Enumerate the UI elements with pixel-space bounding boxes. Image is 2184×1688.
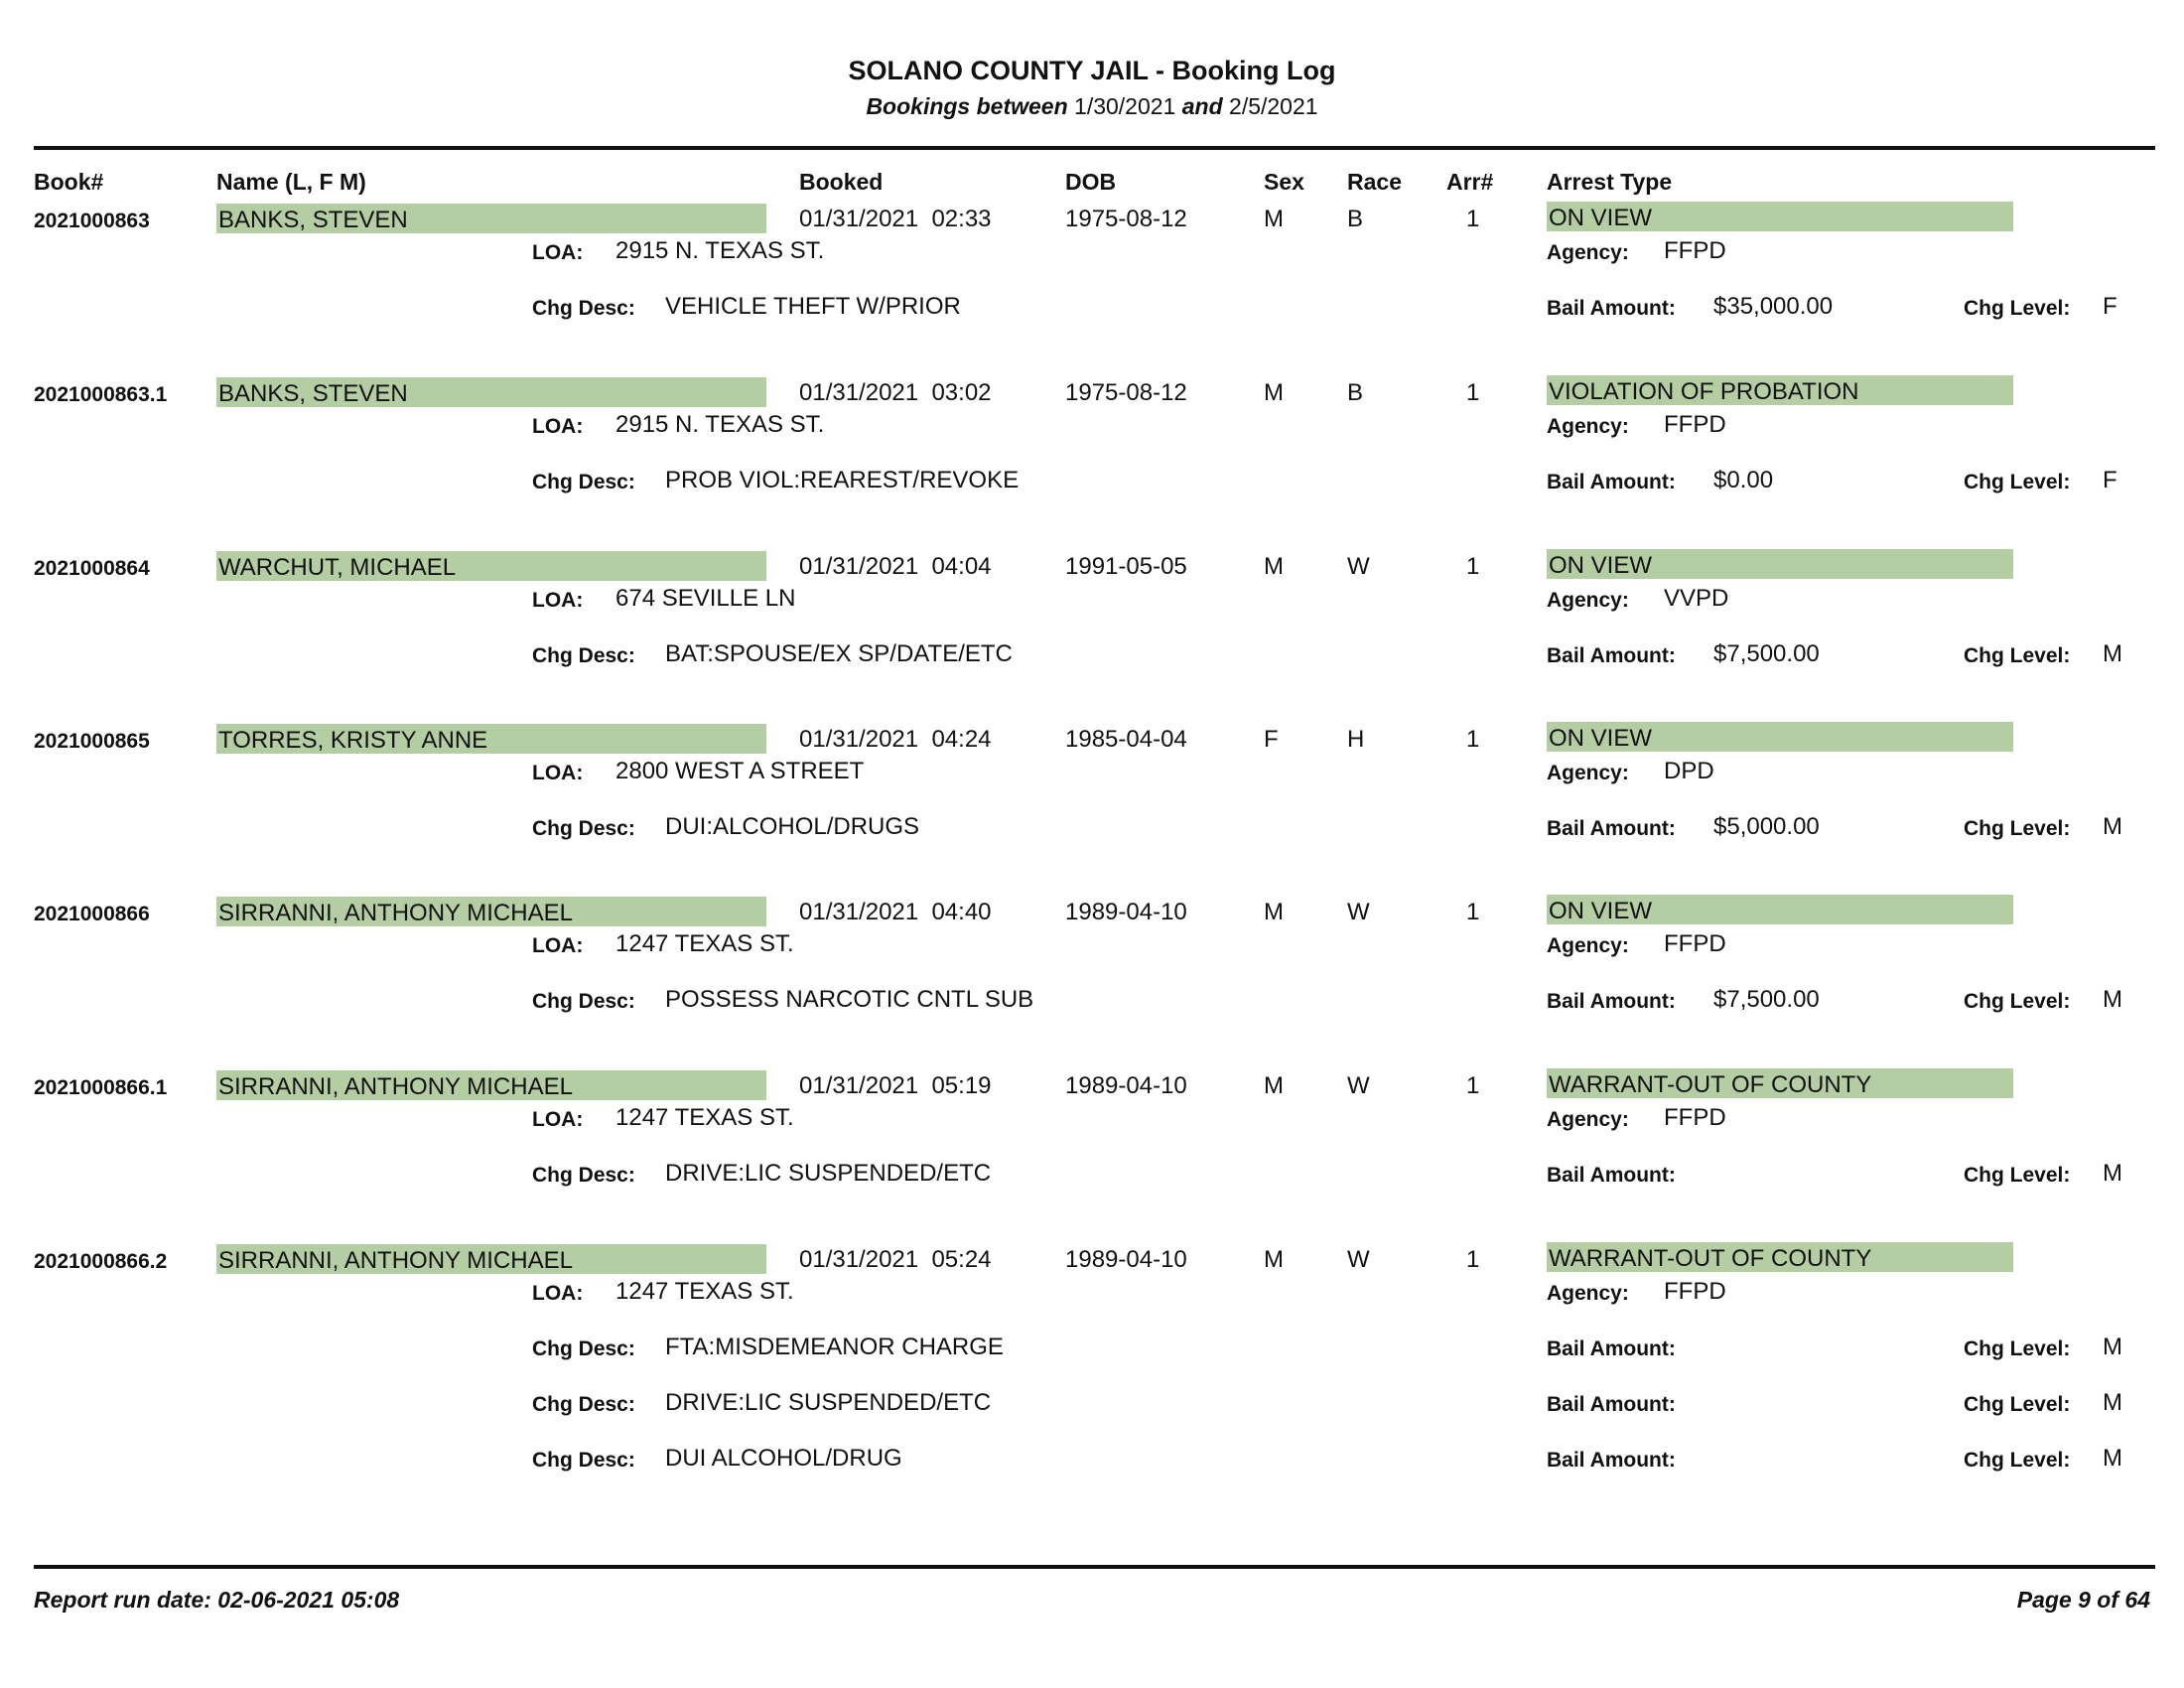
chg-desc-value: VEHICLE THEFT W/PRIOR [665, 293, 961, 320]
dob: 1989-04-10 [1065, 1072, 1187, 1099]
bail-label: Bail Amount: [1547, 1393, 1676, 1416]
name-highlight [216, 377, 766, 407]
loa-label: LOA: [532, 1282, 584, 1305]
col-book: Book# [34, 169, 104, 195]
loa-value: 1247 TEXAS ST. [615, 1104, 794, 1131]
end-date: 2/5/2021 [1229, 93, 1318, 119]
bottom-rule [34, 1565, 2155, 1569]
booking-record [0, 377, 2184, 536]
agency-value: FFPD [1664, 411, 1726, 438]
arrest-number: 1 [1466, 1072, 1480, 1099]
arrest-number: 1 [1466, 379, 1480, 406]
chg-desc-value: POSSESS NARCOTIC CNTL SUB [665, 986, 1034, 1013]
chg-desc-label: Chg Desc: [532, 817, 635, 840]
book-number: 2021000863.1 [34, 383, 168, 406]
agency-label: Agency: [1547, 762, 1629, 784]
chg-desc-value: DRIVE:LIC SUSPENDED/ETC [665, 1389, 992, 1416]
agency-value: FFPD [1664, 237, 1726, 264]
book-number: 2021000864 [34, 557, 150, 580]
charge-row [0, 986, 2184, 1044]
col-race: Race [1347, 169, 1402, 195]
booking-record [0, 1070, 2184, 1229]
sex: M [1264, 1072, 1284, 1099]
chg-level-label: Chg Level: [1964, 817, 2071, 840]
arrest-type-highlight [1547, 549, 2013, 579]
book-number: 2021000863 [34, 210, 150, 232]
loa-value: 2915 N. TEXAS ST. [615, 237, 825, 264]
race: B [1347, 379, 1364, 406]
loa-value: 1247 TEXAS ST. [615, 1278, 794, 1305]
inmate-name: SIRRANNI, ANTHONY MICHAEL [218, 900, 573, 926]
charge-row [0, 1334, 2184, 1391]
race: W [1347, 553, 1370, 580]
booking-record [0, 551, 2184, 710]
col-dob: DOB [1065, 169, 1117, 195]
agency-value: FFPD [1664, 1104, 1726, 1131]
col-arrest-type: Arrest Type [1547, 169, 1673, 195]
name-highlight [216, 1070, 766, 1100]
name-highlight [216, 897, 766, 926]
col-name: Name (L, F M) [216, 169, 366, 195]
arrest-number: 1 [1466, 1246, 1480, 1273]
sex: M [1264, 206, 1284, 232]
name-highlight [216, 551, 766, 581]
chg-desc-value: DRIVE:LIC SUSPENDED/ETC [665, 1160, 992, 1187]
dob: 1989-04-10 [1065, 899, 1187, 925]
loa-label: LOA: [532, 241, 584, 264]
chg-desc-value: DUI:ALCOHOL/DRUGS [665, 813, 920, 840]
bail-label: Bail Amount: [1547, 644, 1676, 667]
inmate-name: SIRRANNI, ANTHONY MICHAEL [218, 1073, 573, 1100]
race: W [1347, 899, 1370, 925]
arrest-type: WARRANT-OUT OF COUNTY [1549, 1071, 1872, 1098]
booking-record [0, 1244, 2184, 1472]
dob: 1975-08-12 [1065, 379, 1187, 406]
chg-level-value: M [2103, 1334, 2122, 1360]
charge-row [0, 640, 2184, 698]
arrest-type: WARRANT-OUT OF COUNTY [1549, 1245, 1872, 1272]
arrest-type: VIOLATION OF PROBATION [1549, 378, 1859, 405]
loa-label: LOA: [532, 934, 584, 957]
agency-label: Agency: [1547, 241, 1629, 264]
chg-level-label: Chg Level: [1964, 1449, 2071, 1472]
race: H [1347, 726, 1365, 753]
agency-label: Agency: [1547, 1108, 1629, 1131]
book-number: 2021000866 [34, 903, 150, 925]
chg-level-label: Chg Level: [1964, 990, 2071, 1013]
loa-label: LOA: [532, 589, 584, 612]
arrest-type: ON VIEW [1549, 725, 1653, 752]
agency-value: VVPD [1664, 585, 1729, 612]
arrest-number: 1 [1466, 553, 1480, 580]
loa-label: LOA: [532, 762, 584, 784]
chg-desc-value: BAT:SPOUSE/EX SP/DATE/ETC [665, 640, 1013, 667]
bail-label: Bail Amount: [1547, 297, 1676, 320]
chg-desc-label: Chg Desc: [532, 297, 635, 320]
agency-value: FFPD [1664, 1278, 1726, 1305]
loa-value: 2800 WEST A STREET [615, 758, 865, 784]
loa-label: LOA: [532, 1108, 584, 1131]
inmate-name: SIRRANNI, ANTHONY MICHAEL [218, 1247, 573, 1274]
inmate-name: WARCHUT, MICHAEL [218, 554, 457, 581]
chg-desc-value: FTA:MISDEMEANOR CHARGE [665, 1334, 1004, 1360]
agency-label: Agency: [1547, 934, 1629, 957]
charge-row [0, 813, 2184, 871]
arrest-type-highlight [1547, 1242, 2013, 1272]
dob: 1989-04-10 [1065, 1246, 1187, 1273]
inmate-name: TORRES, KRISTY ANNE [218, 727, 488, 754]
subtitle-prefix: Bookings between [866, 93, 1068, 119]
chg-desc-label: Chg Desc: [532, 1393, 635, 1416]
bail-value: $0.00 [1713, 467, 1774, 493]
chg-desc-label: Chg Desc: [532, 644, 635, 667]
arrest-type-highlight [1547, 1068, 2013, 1098]
agency-value: FFPD [1664, 930, 1726, 957]
booked-datetime: 01/31/2021 03:02 [799, 379, 992, 406]
subtitle-mid: and [1181, 93, 1223, 119]
start-date: 1/30/2021 [1074, 93, 1176, 119]
arrest-number: 1 [1466, 206, 1480, 232]
dob: 1991-05-05 [1065, 553, 1187, 580]
chg-level-value: M [2103, 1389, 2122, 1416]
charge-row [0, 1160, 2184, 1217]
chg-level-value: M [2103, 1160, 2122, 1187]
agency-label: Agency: [1547, 415, 1629, 438]
sex: M [1264, 379, 1284, 406]
arrest-type-highlight [1547, 722, 2013, 752]
chg-level-label: Chg Level: [1964, 1337, 2071, 1360]
booked-datetime: 01/31/2021 04:24 [799, 726, 992, 753]
name-highlight [216, 204, 766, 233]
bail-label: Bail Amount: [1547, 1449, 1676, 1472]
chg-level-label: Chg Level: [1964, 297, 2071, 320]
report-subtitle [0, 93, 2184, 120]
sex: F [1264, 726, 1279, 753]
book-number: 2021000865 [34, 730, 150, 753]
booking-record [0, 724, 2184, 883]
agency-value: DPD [1664, 758, 1714, 784]
chg-level-label: Chg Level: [1964, 471, 2071, 493]
book-number: 2021000866.1 [34, 1076, 168, 1099]
chg-level-label: Chg Level: [1964, 1164, 2071, 1187]
arrest-type: ON VIEW [1549, 552, 1653, 579]
bail-value: $35,000.00 [1713, 293, 1834, 320]
loa-value: 1247 TEXAS ST. [615, 930, 794, 957]
chg-level-label: Chg Level: [1964, 644, 2071, 667]
loa-value: 2915 N. TEXAS ST. [615, 411, 825, 438]
arrest-type-highlight [1547, 375, 2013, 405]
arrest-type: ON VIEW [1549, 898, 1653, 924]
chg-desc-label: Chg Desc: [532, 1449, 635, 1472]
arrest-number: 1 [1466, 726, 1480, 753]
chg-desc-label: Chg Desc: [532, 1164, 635, 1187]
chg-desc-label: Chg Desc: [532, 990, 635, 1013]
charge-row [0, 1389, 2184, 1447]
booked-datetime: 01/31/2021 04:40 [799, 899, 992, 925]
race: B [1347, 206, 1364, 232]
report-run-date: Report run date: 02-06-2021 05:08 [34, 1587, 400, 1613]
agency-label: Agency: [1547, 589, 1629, 612]
chg-level-value: M [2103, 986, 2122, 1013]
sex: M [1264, 899, 1284, 925]
arrest-number: 1 [1466, 899, 1480, 925]
dob: 1985-04-04 [1065, 726, 1187, 753]
booked-datetime: 01/31/2021 05:19 [799, 1072, 992, 1099]
bail-label: Bail Amount: [1547, 817, 1676, 840]
booked-datetime: 01/31/2021 02:33 [799, 206, 992, 232]
race: W [1347, 1072, 1370, 1099]
booking-record [0, 204, 2184, 362]
dob: 1975-08-12 [1065, 206, 1187, 232]
bail-label: Bail Amount: [1547, 471, 1676, 493]
agency-label: Agency: [1547, 1282, 1629, 1305]
arrest-type-highlight [1547, 202, 2013, 231]
col-sex: Sex [1264, 169, 1304, 195]
loa-value: 674 SEVILLE LN [615, 585, 796, 612]
col-arr: Arr# [1446, 169, 1494, 195]
bail-value: $7,500.00 [1713, 986, 1820, 1013]
chg-level-label: Chg Level: [1964, 1393, 2071, 1416]
sex: M [1264, 1246, 1284, 1273]
col-booked: Booked [799, 169, 884, 195]
book-number: 2021000866.2 [34, 1250, 168, 1273]
bail-value: $5,000.00 [1713, 813, 1820, 840]
chg-level-value: F [2103, 467, 2117, 493]
chg-desc-value: PROB VIOL:REAREST/REVOKE [665, 467, 1020, 493]
loa-label: LOA: [532, 415, 584, 438]
bail-label: Bail Amount: [1547, 990, 1676, 1013]
chg-desc-label: Chg Desc: [532, 471, 635, 493]
top-rule [34, 146, 2155, 150]
report-title: SOLANO COUNTY JAIL - Booking Log [848, 56, 1336, 85]
race: W [1347, 1246, 1370, 1273]
chg-level-value: M [2103, 813, 2122, 840]
charge-row [0, 293, 2184, 351]
chg-level-value: M [2103, 640, 2122, 667]
bail-label: Bail Amount: [1547, 1164, 1676, 1187]
name-highlight [216, 1244, 766, 1274]
charge-row [0, 1445, 2184, 1502]
charge-row [0, 467, 2184, 524]
sex: M [1264, 553, 1284, 580]
booked-datetime: 01/31/2021 04:04 [799, 553, 992, 580]
bail-label: Bail Amount: [1547, 1337, 1676, 1360]
chg-level-value: F [2103, 293, 2117, 320]
name-highlight [216, 724, 766, 754]
inmate-name: BANKS, STEVEN [218, 207, 408, 233]
chg-level-value: M [2103, 1445, 2122, 1472]
chg-desc-label: Chg Desc: [532, 1337, 635, 1360]
page-number: Page 9 of 64 [2016, 1587, 2150, 1613]
arrest-type-highlight [1547, 895, 2013, 924]
arrest-type: ON VIEW [1549, 205, 1653, 231]
inmate-name: BANKS, STEVEN [218, 380, 408, 407]
chg-desc-value: DUI ALCOHOL/DRUG [665, 1445, 902, 1472]
bail-value: $7,500.00 [1713, 640, 1820, 667]
booking-record [0, 897, 2184, 1055]
booked-datetime: 01/31/2021 05:24 [799, 1246, 992, 1273]
